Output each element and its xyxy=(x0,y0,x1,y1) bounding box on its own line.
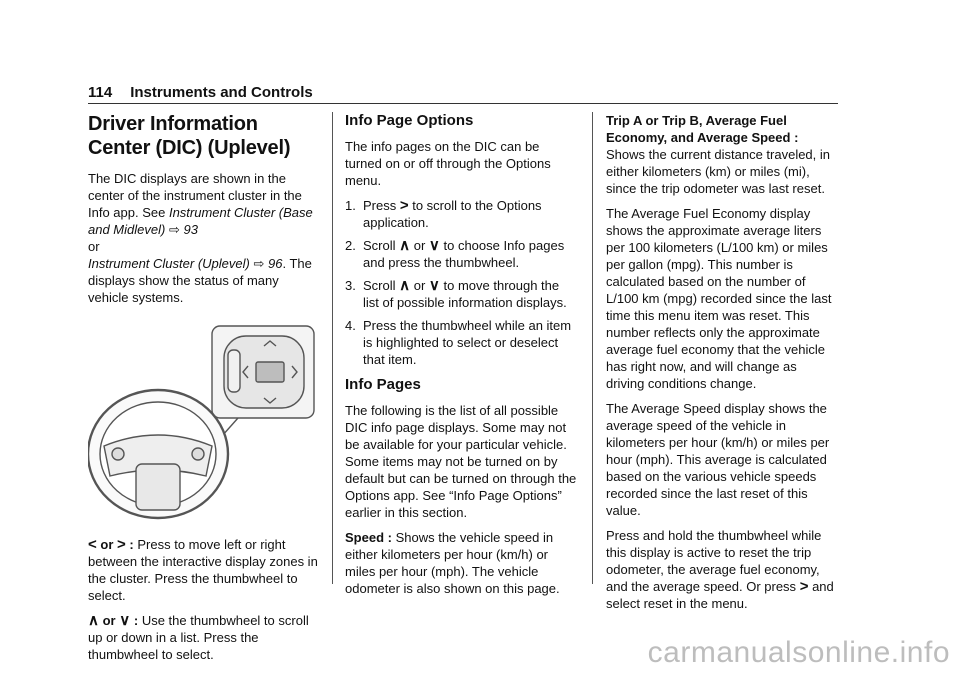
colon: : xyxy=(133,613,139,628)
page-header xyxy=(88,84,313,101)
speed-desc xyxy=(345,529,577,597)
page-ref-icon: ⇨ xyxy=(253,256,265,271)
info-pages-text: The following is the list of all possible DIC info page displays. Some may not be available for your particular vehicle. Some items may not be turned on by default but can be turned on through the Options app. See “Info Page Options” earlier in this section. xyxy=(345,403,577,520)
intro-text-b: . The displays show the status of many vehicle systems. xyxy=(88,256,312,305)
intro-text-a: The DIC displays are shown in the center of the instrument cluster in the Info app. See xyxy=(88,171,302,220)
ud-control-text: Use the thumbwheel to scroll up or down in a list. Press the thumbwheel to select. xyxy=(88,613,309,662)
lr-control-desc xyxy=(88,536,320,604)
down-arrow-icon: ∨ xyxy=(428,277,440,294)
speed-text: Shows the vehicle speed in either kilometers per hour (km/h) or miles per hour (mph). The vehicle odometer is also shown on this page. xyxy=(345,530,560,596)
page-ref-icon: ⇨ xyxy=(168,222,180,237)
right-arrow-icon: > xyxy=(799,578,809,595)
right-arrow-icon: > xyxy=(117,536,126,553)
list-item: 2. Scroll ∧ or ∨ to choose Info pages and press the thumbwheel. xyxy=(345,237,565,270)
options-steps xyxy=(345,197,577,368)
list-item: 1. Press > to scroll to the Options application. xyxy=(345,197,542,230)
list-item: 3. Scroll ∧ or ∨ to move through the list of possible information displays. xyxy=(345,277,567,310)
info-pages-heading: Info Pages xyxy=(345,376,421,393)
trip-text: Shows the current distance traveled, in either kilometers (km) or miles (mi), since the trip odometer was last reset. xyxy=(606,147,831,196)
watermark: carmanualsonline.info xyxy=(647,636,950,669)
ud-control-desc xyxy=(88,612,320,663)
info-options-intro: The info pages on the DIC can be turned on or off through the Options menu. xyxy=(345,139,551,188)
up-arrow-icon: ∧ xyxy=(399,277,411,294)
reset-desc: Press and hold the thumbwheel while this display is active to reset the trip odometer, the average fuel economy, and the average speed. Or press > and select reset in the menu. xyxy=(606,528,834,611)
dic-title: Driver Information Center (DIC) (Uplevel) xyxy=(88,113,291,159)
intro-or: or xyxy=(88,239,100,254)
speed-label: Speed : xyxy=(345,530,392,545)
ref-page-1[interactable]: 93 xyxy=(183,222,198,237)
up-arrow-icon: ∧ xyxy=(88,612,99,629)
header-rule xyxy=(88,103,838,104)
right-arrow-icon: > xyxy=(399,197,409,214)
average-speed-desc: The Average Speed display shows the average speed of the vehicle in kilometers per hour (km/h) or miles per hour (mph). This average is calculated based on the various vehicle speeds recorded since the last reset of this value. xyxy=(606,401,830,518)
ref-link-uplevel[interactable]: Instrument Cluster (Uplevel) xyxy=(88,256,250,271)
column-2 xyxy=(345,112,577,605)
column-divider-1 xyxy=(332,112,333,584)
or-label: or xyxy=(100,537,114,552)
trip-desc xyxy=(606,112,838,197)
fuel-economy-desc: The Average Fuel Economy display shows the approximate average liters per 100 kilometers (L/100 km) or miles per gallon (mpg). This number is calculated based on the number of L/100 km (mpg) recorded since the last time this menu item was reset. This number reflects only the approximate average fuel economy that the vehicle has right now, and will change as driving conditions change. xyxy=(606,206,832,391)
ref-page-2[interactable]: 96 xyxy=(267,256,283,271)
left-arrow-icon: < xyxy=(88,536,97,553)
down-arrow-icon: ∨ xyxy=(119,612,131,629)
down-arrow-icon: ∨ xyxy=(428,237,440,254)
list-item: 4. Press the thumbwheel while an item is highlighted to select or deselect that item. xyxy=(345,318,572,367)
section-title: Instruments and Controls xyxy=(130,84,313,101)
dic-intro xyxy=(88,170,320,306)
up-arrow-icon: ∧ xyxy=(399,237,411,254)
or-label: or xyxy=(102,613,116,628)
lr-control-text: Press to move left or right between the interactive display zones in the cluster. Press the thumbwheel to select. xyxy=(88,537,318,603)
trip-label: Trip A or Trip B, Average Fuel Economy, and Average Speed : xyxy=(606,113,799,145)
column-1 xyxy=(88,112,320,671)
column-divider-2 xyxy=(592,112,593,584)
info-page-options-heading: Info Page Options xyxy=(345,112,474,129)
column-3 xyxy=(606,112,838,620)
page-number: 114 xyxy=(88,84,113,101)
steering-wheel-illustration xyxy=(88,324,320,524)
ref-link-base[interactable]: Instrument Cluster (Base and Midlevel) xyxy=(88,205,313,237)
colon: : xyxy=(129,537,134,552)
